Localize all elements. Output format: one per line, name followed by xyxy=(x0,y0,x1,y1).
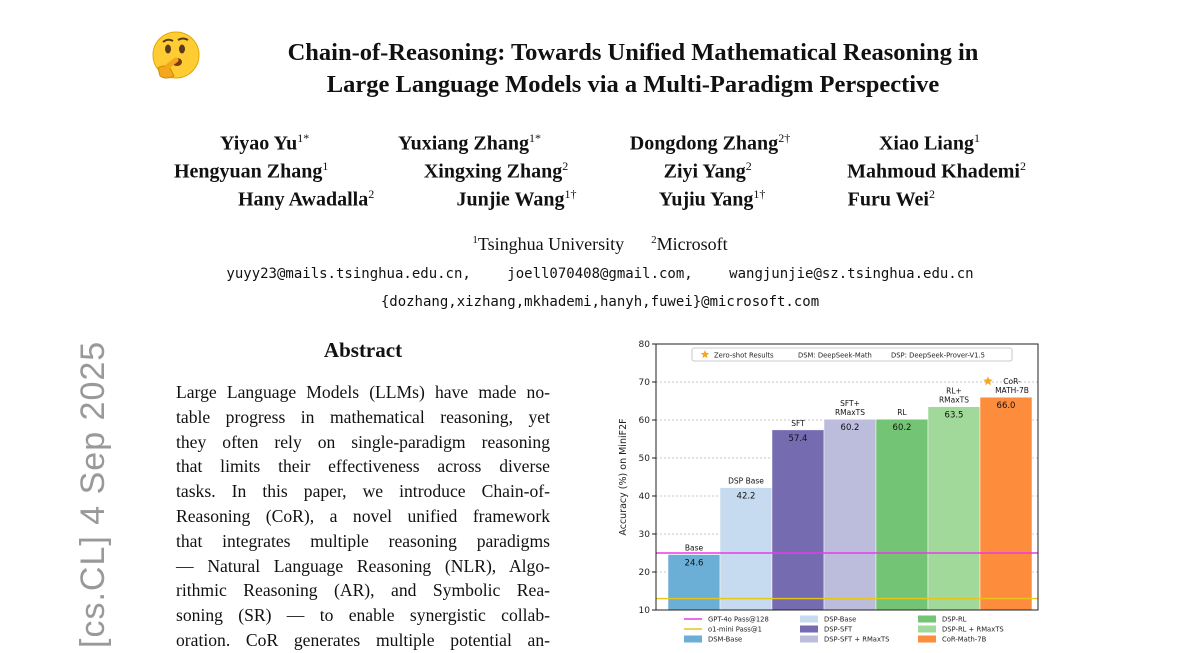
abstract-line: rithmic Reasoning (AR), and Symbolic Rea- xyxy=(176,580,550,601)
y-tick-label: 40 xyxy=(638,492,650,502)
affiliation: $^1$Tsinghua University xyxy=(472,234,625,254)
y-tick-label: 10 xyxy=(638,606,650,616)
abstract-line: that limits their effectiveness across diverse xyxy=(176,456,550,477)
author: Yiyao $Yu^{1*}$ xyxy=(220,131,310,155)
legend-swatch xyxy=(800,616,818,623)
legend-swatch xyxy=(800,636,818,643)
email-line-1 xyxy=(0,266,1200,282)
bar-category-label: DSP Base xyxy=(728,476,764,486)
legend-swatch xyxy=(918,626,936,633)
legend-label: DSP-RL xyxy=(942,615,967,624)
abstract-heading: Abstract xyxy=(323,338,403,362)
bar-category-label: Base xyxy=(684,543,704,553)
legend-swatch xyxy=(684,636,702,643)
author: Hengyuan Zhang$^1$ xyxy=(174,159,329,183)
legend-label: o1-mini Pass@1 xyxy=(708,625,762,634)
abstract-line: oration. CoR generates multiple potential an- xyxy=(176,629,550,650)
author-row xyxy=(160,152,1040,183)
author-list xyxy=(160,124,1040,211)
title-line-1: Chain-of-Reasoning: Towards Unified Mathematical Reasoning in xyxy=(287,39,979,66)
y-tick-label: 20 xyxy=(638,568,650,578)
email[interactable]: joell070408@gmail.com, xyxy=(507,266,693,282)
y-tick-label: 80 xyxy=(638,340,650,350)
y-tick-label: 30 xyxy=(638,530,650,540)
top-legend-item: DSP: DeepSeek-Prover-V1.5 xyxy=(891,351,985,360)
abstract-body xyxy=(176,380,550,653)
email-line-2[interactable]: {dozhang,xizhang,mkhademi,hanyh,fuwei}@microsoft.com xyxy=(380,294,820,310)
author: Xiao Liang$^1$ xyxy=(878,131,980,155)
abstract-line: Large Language Models (LLMs) have made no- xyxy=(176,382,550,402)
author: Ziyi Yang$^2$ xyxy=(663,159,752,183)
abstract-line: Reasoning (CoR), a novel unified framework xyxy=(176,505,550,526)
bar-category-label: RMaxTS xyxy=(834,408,866,418)
legend-swatch xyxy=(918,616,936,623)
email[interactable]: wangjunjie@sz.tsinghua.edu.cn xyxy=(729,266,974,282)
author: Furu Wei$^2$ xyxy=(847,187,935,211)
legend-label: DSM-Base xyxy=(708,635,743,644)
top-legend-item: Zero-shot Results xyxy=(714,351,774,360)
bar-category-label: SFT xyxy=(791,418,805,428)
legend-swatch xyxy=(918,636,936,643)
legend-swatch xyxy=(800,626,818,633)
bar-value-label: 24.6 xyxy=(684,558,704,569)
bar-value-label: 63.5 xyxy=(944,410,964,421)
paper-title xyxy=(200,37,1066,101)
bar-category-label: CoR- xyxy=(1003,377,1021,387)
accuracy-bar-chart xyxy=(612,330,1052,648)
abstract-line: that integrates multiple reasoning paradigms xyxy=(176,530,550,551)
bar-value-label: 60.2 xyxy=(840,423,860,434)
y-tick-label: 60 xyxy=(638,416,650,426)
abstract-line: table progress in mathematical reasoning, yet xyxy=(176,406,550,427)
affiliations xyxy=(0,234,1200,255)
top-legend-item: DSM: DeepSeek-Math xyxy=(798,351,872,360)
bar xyxy=(772,430,824,610)
bar-value-label: 57.4 xyxy=(788,433,808,444)
legend-label: DSP-SFT + RMaxTS xyxy=(824,635,890,644)
bar xyxy=(720,488,772,610)
legend-label: DSP-SFT xyxy=(824,625,853,634)
bar-category-label: SFT+ xyxy=(840,399,860,409)
bar-category-label: MATH-7B xyxy=(995,386,1029,396)
abstract-line: soning (SR) — to enable synergistic collab- xyxy=(176,605,550,626)
bar xyxy=(824,419,876,610)
bar-value-label: 42.2 xyxy=(736,491,756,502)
y-tick-label: 70 xyxy=(638,378,650,388)
legend-label: CoR-Math-7B xyxy=(942,635,987,644)
author: Hany Awadalla$^2$ xyxy=(238,187,375,211)
bar-category-label: RL+ xyxy=(946,386,962,396)
legend-label: DSP-Base xyxy=(824,615,857,624)
author: Xingxing Zhang$^2$ xyxy=(423,159,569,183)
bar xyxy=(876,419,928,610)
author: Yuxiang Zhang$^{1*}$ xyxy=(398,131,542,155)
arxiv-stamp-text: [cs.CL] 4 Sep 2025 xyxy=(74,340,112,648)
author-row xyxy=(160,124,1040,155)
arxiv-stamp xyxy=(28,340,112,648)
bar-category-label: RMaxTS xyxy=(938,395,970,405)
author: Junjie Wang$^{1\dagger}$ xyxy=(456,187,577,211)
abstract-line: — Natural Language Reasoning (NLR), Algo- xyxy=(176,555,550,576)
abstract-line: they often rely on single-paradigm reasoning xyxy=(176,431,550,452)
bar xyxy=(928,407,980,610)
bar xyxy=(980,397,1032,610)
bar-value-label: 66.0 xyxy=(996,401,1016,412)
y-axis-label: Accuracy (%) on MiniF2F xyxy=(618,418,629,536)
author: Dongdong Zhang$^{2\dagger}$ xyxy=(629,131,791,155)
email[interactable]: yuyy23@mails.tsinghua.edu.cn, xyxy=(226,266,471,282)
title-line-2: Large Language Models via a Multi-Paradigm Perspective xyxy=(326,71,940,98)
author: Yujiu Yang$^{1\dagger}$ xyxy=(658,187,766,211)
bar-category-label: RL xyxy=(897,408,907,418)
affiliation: $^2$Microsoft xyxy=(651,234,728,254)
legend-label: GPT-4o Pass@128 xyxy=(708,615,769,624)
author-row xyxy=(160,180,1040,211)
legend-label: DSP-RL + RMaxTS xyxy=(942,625,1004,634)
author: Mahmoud Khademi$^2$ xyxy=(847,159,1026,183)
abstract-line: tasks. In this paper, we introduce Chain-of- xyxy=(176,481,550,502)
y-tick-label: 50 xyxy=(638,454,650,464)
thinking-face-icon xyxy=(150,30,202,82)
bar-value-label: 60.2 xyxy=(892,423,912,434)
